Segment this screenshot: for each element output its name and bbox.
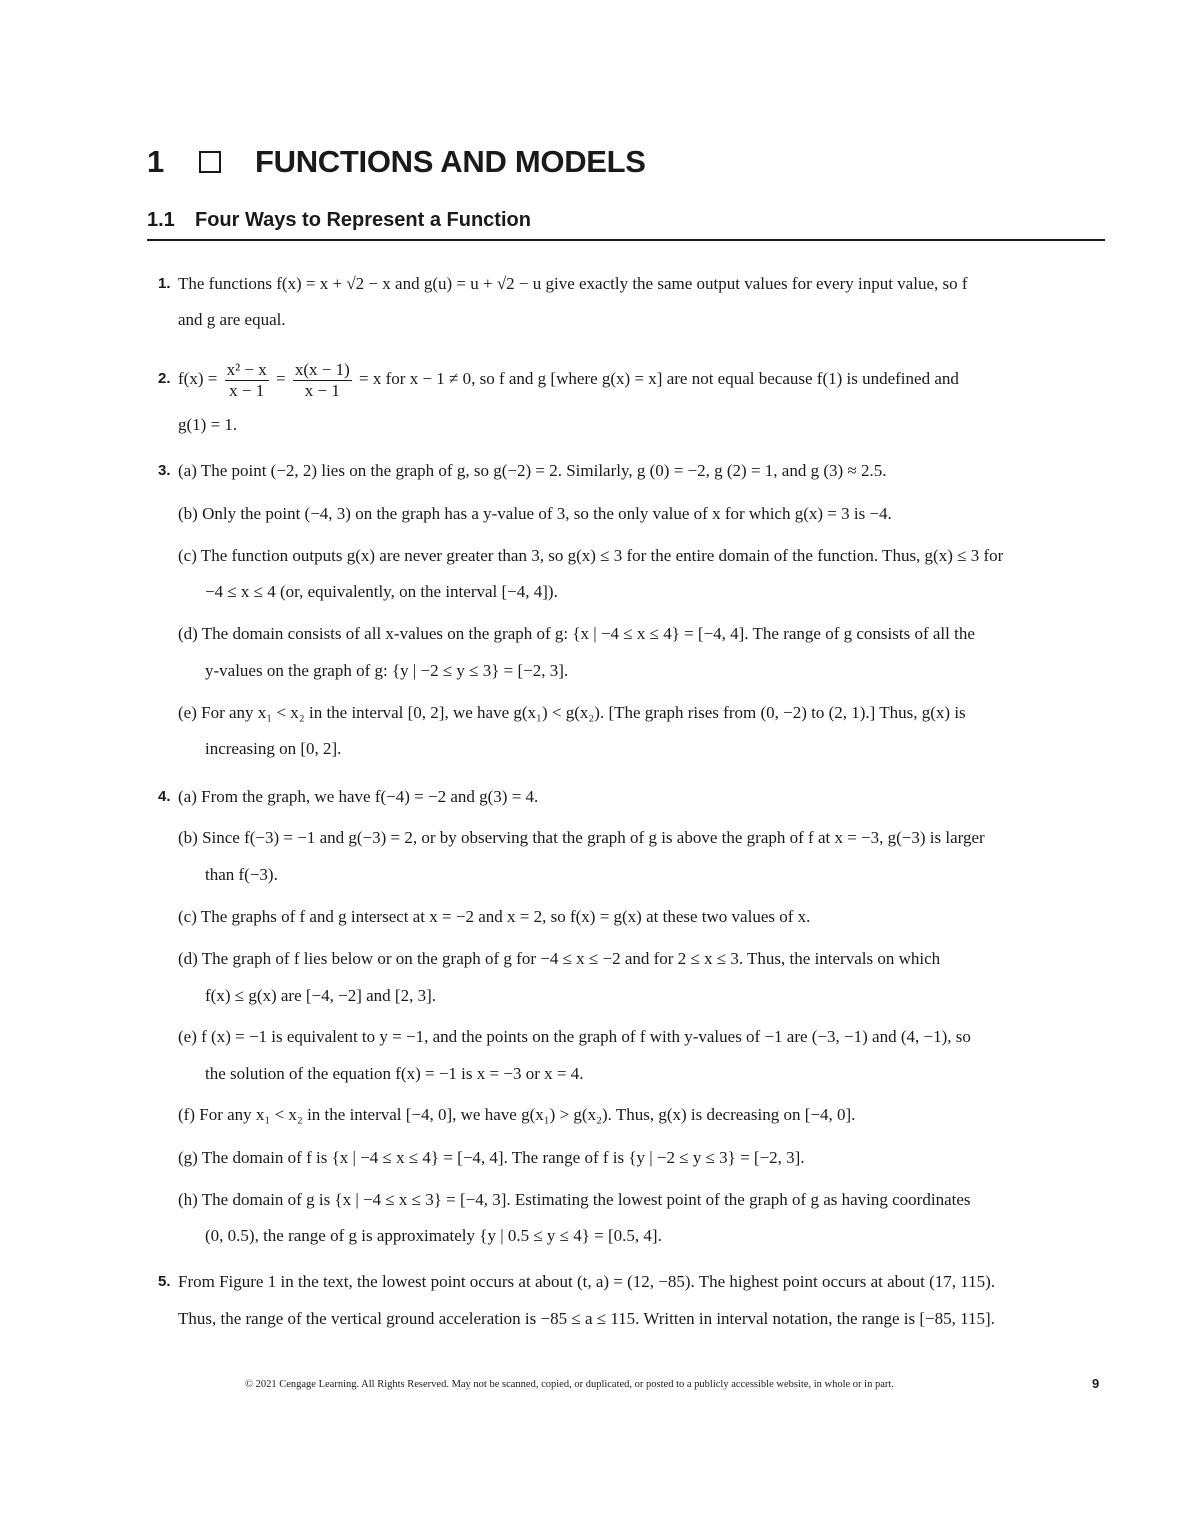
part-text: (d) The domain consists of all x-values on the graph of g: {x | −4 ≤ x ≤ 4} = [−4, 4]. The range of g consists of all the: [178, 624, 975, 643]
chapter-heading: [147, 140, 646, 184]
part-text: increasing on [0, 2].: [205, 739, 342, 758]
problem-number: 3.: [158, 462, 171, 479]
copyright-footer: © 2021 Cengage Learning. All Rights Reserved. May not be scanned, copied, or duplicated, or posted to a publicly accessible website, in whole or in part.: [245, 1379, 894, 1390]
part-text: (e) f (x) = −1 is equivalent to y = −1, and the points on the graph of f with y-values of −1 are (−3, −1) and (4, −1), so: [178, 1027, 971, 1046]
part-text: (c) The function outputs g(x) are never greater than 3, so g(x) ≤ 3 for the entire domain of the function. Thus, g(x) ≤ 3 for: [178, 546, 1004, 565]
fraction-denominator: x − 1: [304, 380, 340, 400]
problem-text: Thus, the range of the vertical ground acceleration is −85 ≤ a ≤ 115. Written in interval notation, the range is [−85, 115].: [178, 1309, 995, 1328]
problem-text: [178, 355, 959, 403]
page-number: 9: [1092, 1376, 1100, 1391]
problem-text: and g are equal.: [178, 310, 286, 329]
part-text: (b) Since f(−3) = −1 and g(−3) = 2, or by observing that the graph of g is above the graph of f at x = −3, g(−3) is larger: [178, 828, 985, 847]
problem-number: 1.: [158, 275, 171, 292]
part-text: (a) The point (−2, 2) lies on the graph of g, so g(−2) = 2. Similarly, g (0) = −2, g (2) = 1, and g (3) ≈ 2.5.: [178, 461, 887, 480]
part-text: than f(−3).: [205, 865, 278, 884]
problem-number: 5.: [158, 1273, 171, 1290]
text-run: =: [276, 369, 286, 388]
fraction: [293, 360, 352, 401]
problem-number: 4.: [158, 788, 171, 805]
section-rule: [147, 239, 1105, 241]
problem-text: g(1) = 1.: [178, 415, 238, 434]
problem-number: 2.: [158, 370, 171, 387]
part-text: the solution of the equation f(x) = −1 is x = −3 or x = 4.: [205, 1064, 584, 1083]
part-text: (c) The graphs of f and g intersect at x = −2 and x = 2, so f(x) = g(x) at these two values of x.: [178, 907, 811, 926]
part-text: y-values on the graph of g: {y | −2 ≤ y ≤ 3} = [−2, 3].: [205, 661, 569, 680]
fraction: [225, 360, 269, 401]
square-icon: [199, 151, 221, 173]
part-text: (f) For any x₁ < x₂ in the interval [−4, 0], we have g(x₁) > g(x₂). Thus, g(x) is decreasing on [−4, 0].: [178, 1105, 856, 1124]
problem-text: The functions f(x) = x + √2 − x and g(u) = u + √2 − u give exactly the same output values for every input value, so f: [178, 274, 968, 293]
section-number: 1.1: [147, 208, 175, 231]
fraction-denominator: x − 1: [229, 380, 265, 400]
part-text: (g) The domain of f is {x | −4 ≤ x ≤ 4} = [−4, 4]. The range of f is {y | −2 ≤ y ≤ 3} = [−2, 3].: [178, 1148, 805, 1167]
text-run: = x for x − 1 ≠ 0, so f and g [where g(x) = x] are not equal because f(1) is undefined and: [359, 369, 959, 388]
section-title: Four Ways to Represent a Function: [195, 208, 531, 231]
fraction-numerator: x(x − 1): [294, 359, 350, 379]
fraction-numerator: x² − x: [226, 359, 267, 379]
problem-text: From Figure 1 in the text, the lowest point occurs at about (t, a) = (12, −85). The highest point occurs at about (17, 115).: [178, 1272, 996, 1291]
part-text: (0, 0.5), the range of g is approximately {y | 0.5 ≤ y ≤ 4} = [0.5, 4].: [205, 1226, 662, 1245]
part-text: (b) Only the point (−4, 3) on the graph has a y-value of 3, so the only value of x for which g(x) = 3 is −4.: [178, 504, 892, 523]
part-text: (d) The graph of f lies below or on the graph of g for −4 ≤ x ≤ −2 and for 2 ≤ x ≤ 3. Thus, the intervals on which: [178, 949, 941, 968]
part-text: (h) The domain of g is {x | −4 ≤ x ≤ 3} = [−4, 3]. Estimating the lowest point of the graph of g as having coordinates: [178, 1190, 971, 1209]
section-heading: [147, 205, 531, 235]
text-run: f(x) =: [178, 369, 218, 388]
part-text: (a) From the graph, we have f(−4) = −2 and g(3) = 4.: [178, 787, 539, 806]
chapter-title: FUNCTIONS AND MODELS: [255, 144, 646, 179]
chapter-number: 1: [147, 144, 164, 179]
part-text: f(x) ≤ g(x) are [−4, −2] and [2, 3].: [205, 986, 437, 1005]
part-text: −4 ≤ x ≤ 4 (or, equivalently, on the interval [−4, 4]).: [205, 582, 558, 601]
part-text: (e) For any x₁ < x₂ in the interval [0, 2], we have g(x₁) < g(x₂). [The graph rises from (0, −2) to (2, 1).] Thus, g(x) is: [178, 703, 966, 722]
